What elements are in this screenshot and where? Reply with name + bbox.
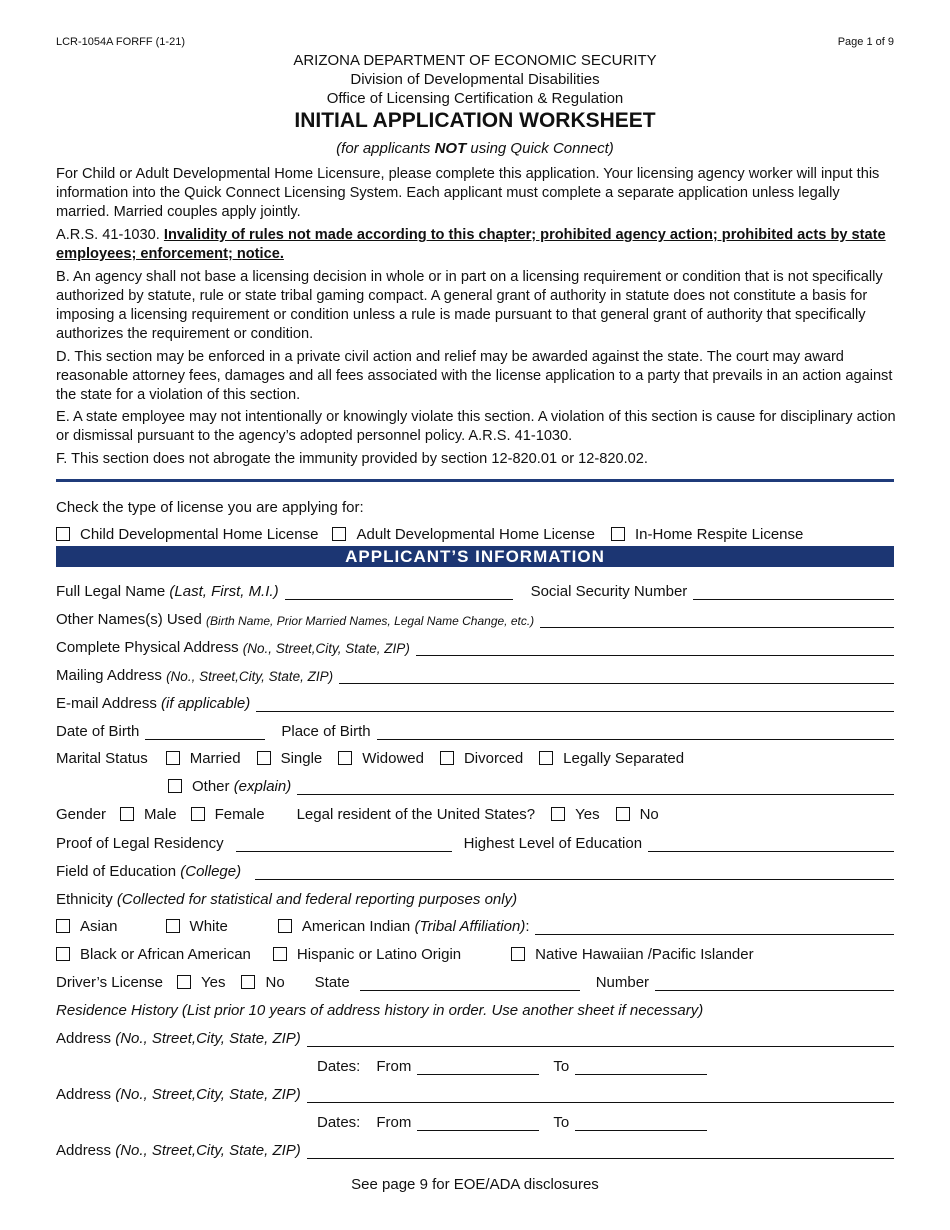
row-drivers-license: Driver’s License Yes No State Number bbox=[56, 967, 894, 991]
gender-male[interactable]: Male bbox=[120, 806, 177, 823]
row-gender: Gender Male Female Legal resident of the United States? Yes No bbox=[56, 806, 659, 823]
license-no[interactable]: No bbox=[241, 974, 284, 991]
to-2-field[interactable] bbox=[575, 1114, 707, 1131]
email-field[interactable] bbox=[256, 695, 894, 712]
checkbox[interactable] bbox=[257, 751, 271, 765]
checkbox[interactable] bbox=[551, 807, 565, 821]
ethnicity-hispanic[interactable]: Hispanic or Latino Origin bbox=[273, 946, 461, 963]
ethnicity-white[interactable]: White bbox=[166, 918, 228, 935]
resident-no[interactable]: No bbox=[616, 806, 659, 823]
resident-yes[interactable]: Yes bbox=[551, 806, 599, 823]
full-name-field[interactable] bbox=[285, 583, 513, 600]
ethnicity-hawaiian[interactable]: Native Hawaiian /Pacific Islander bbox=[511, 946, 753, 963]
checkbox[interactable] bbox=[616, 807, 630, 821]
checkbox[interactable] bbox=[191, 807, 205, 821]
row-mailing-address: Mailing Address (No., Street,City, State, ZIP) bbox=[56, 660, 894, 684]
checkbox[interactable] bbox=[338, 751, 352, 765]
row-ethnicity-1 bbox=[56, 911, 894, 935]
marital-divorced[interactable]: Divorced bbox=[440, 750, 523, 767]
to-1-field[interactable] bbox=[575, 1058, 707, 1075]
ethnicity-black[interactable]: Black or African American bbox=[56, 946, 251, 963]
marital-other[interactable]: Other (explain) bbox=[168, 778, 291, 795]
license-options bbox=[56, 519, 894, 543]
marital-separated[interactable]: Legally Separated bbox=[539, 750, 684, 767]
statute-heading: A.R.S. 41-1030. Invalidity of rules not made according to this chapter; prohibited agency action; prohibited acts by state employees; enforcement; notice. bbox=[56, 227, 886, 262]
section-divider bbox=[56, 479, 894, 482]
checkbox[interactable] bbox=[168, 779, 182, 793]
marital-single[interactable]: Single bbox=[257, 750, 323, 767]
row-address-2: Address (No., Street,City, State, ZIP) bbox=[56, 1079, 894, 1103]
page-title: INITIAL APPLICATION WORKSHEET bbox=[294, 109, 656, 132]
row-ethnicity: Ethnicity (Collected for statistical and federal reporting purposes only) bbox=[56, 891, 518, 908]
license-prompt: Check the type of license you are applying for: bbox=[56, 499, 364, 516]
pob-field[interactable] bbox=[377, 723, 894, 740]
row-email: E-mail Address (if applicable) bbox=[56, 688, 894, 712]
address-2-field[interactable] bbox=[307, 1086, 894, 1103]
mailing-address-field[interactable] bbox=[339, 667, 894, 684]
marital-married[interactable]: Married bbox=[166, 750, 241, 767]
checkbox[interactable] bbox=[539, 751, 553, 765]
field-education-field[interactable] bbox=[255, 863, 894, 880]
tribal-affiliation-field[interactable] bbox=[535, 918, 894, 935]
ethnicity-asian[interactable]: Asian bbox=[56, 918, 118, 935]
checkbox[interactable] bbox=[166, 751, 180, 765]
footer-note: See page 9 for EOE/ADA disclosures bbox=[351, 1176, 599, 1193]
row-ethnicity-2 bbox=[56, 939, 894, 963]
row-residency-education: Proof of Legal Residency Highest Level of Education bbox=[56, 828, 894, 852]
checkbox[interactable] bbox=[241, 975, 255, 989]
dob-field[interactable] bbox=[145, 723, 265, 740]
checkbox[interactable] bbox=[56, 527, 70, 541]
row-physical-address: Complete Physical Address (No., Street,City, State, ZIP) bbox=[56, 632, 894, 656]
license-option-adult[interactable]: Adult Developmental Home License bbox=[332, 526, 594, 543]
intro-paragraph: For Child or Adult Developmental Home Licensure, please complete this application. Your licensing agency worker will input this information into the Quick Connect Licensing System. Each applicant must complete a separate application unless legally married. Married couples apply jointly. bbox=[56, 166, 880, 220]
license-number-field[interactable] bbox=[655, 974, 894, 991]
license-yes[interactable]: Yes bbox=[177, 974, 225, 991]
checkbox[interactable] bbox=[611, 527, 625, 541]
physical-address-field[interactable] bbox=[416, 639, 894, 656]
ssn-field[interactable] bbox=[693, 583, 894, 600]
license-option-respite[interactable]: In-Home Respite License bbox=[611, 526, 803, 543]
form-code: LCR-1054A FORFF (1-21) bbox=[56, 36, 185, 48]
other-names-field[interactable] bbox=[540, 611, 894, 628]
row-field-education: Field of Education (College) bbox=[56, 856, 894, 880]
marital-widowed[interactable]: Widowed bbox=[338, 750, 424, 767]
office-name: Office of Licensing Certification & Regulation bbox=[326, 90, 624, 107]
row-address-1: Address (No., Street,City, State, ZIP) bbox=[56, 1023, 894, 1047]
row-full-name: Full Legal Name (Last, First, M.I.) Social Security Number bbox=[56, 576, 894, 600]
checkbox[interactable] bbox=[273, 947, 287, 961]
from-2-field[interactable] bbox=[417, 1114, 539, 1131]
checkbox[interactable] bbox=[56, 947, 70, 961]
row-marital-other bbox=[56, 771, 894, 795]
license-state-field[interactable] bbox=[360, 974, 580, 991]
statute-b: B. An agency shall not base a licensing decision in whole or in part on a licensing requirement or condition that is not specifically authorized by statute, rule or state tribal gaming compact. A general grant of authority in statute does not constitute a basis for imposing a licensing requirement or condition unless a rule is made pursuant to that general grant of authority that specifically authorizes the requirement or condition. bbox=[56, 269, 883, 342]
statute-e: E. A state employee may not intentionally or knowingly violate this section. A violation of this section is cause for disciplinary action or dismissal pursuant to the agency’s adopted personnel policy. A.R.S. 41-1030. bbox=[56, 409, 896, 444]
license-option-child[interactable]: Child Developmental Home License bbox=[56, 526, 318, 543]
checkbox[interactable] bbox=[120, 807, 134, 821]
from-1-field[interactable] bbox=[417, 1058, 539, 1075]
checkbox[interactable] bbox=[440, 751, 454, 765]
row-dates-2: Dates: From To bbox=[56, 1107, 894, 1131]
checkbox[interactable] bbox=[166, 919, 180, 933]
gender-female[interactable]: Female bbox=[191, 806, 265, 823]
residence-history-label: Residence History (List prior 10 years of address history in order. Use another sheet if necessary) bbox=[56, 1002, 704, 1019]
checkbox[interactable] bbox=[332, 527, 346, 541]
row-birth: Date of Birth Place of Birth bbox=[56, 716, 894, 740]
proof-residency-field[interactable] bbox=[236, 835, 452, 852]
agency-name: ARIZONA DEPARTMENT OF ECONOMIC SECURITY bbox=[293, 52, 657, 69]
checkbox[interactable] bbox=[56, 919, 70, 933]
statute-f: F. This section does not abrogate the immunity provided by section 12-820.01 or 12-820.02. bbox=[56, 451, 648, 467]
division-name: Division of Developmental Disabilities bbox=[350, 71, 600, 88]
section-banner: APPLICANT’S INFORMATION bbox=[56, 546, 894, 567]
address-1-field[interactable] bbox=[307, 1030, 894, 1047]
marital-other-field[interactable] bbox=[297, 778, 894, 795]
checkbox[interactable] bbox=[177, 975, 191, 989]
statute-d: D. This section may be enforced in a private civil action and relief may be awarded against the state. The court may award reasonable attorney fees, damages and all fees associated with the license application to a party that prevails in an action against the state for a violation of this section. bbox=[56, 349, 893, 403]
checkbox[interactable] bbox=[511, 947, 525, 961]
row-marital-status: Marital Status Married Single Widowed Divorced Legally Separated bbox=[56, 750, 685, 767]
page-number: Page 1 of 9 bbox=[837, 36, 894, 48]
education-field[interactable] bbox=[648, 835, 894, 852]
ethnicity-american-indian[interactable]: American Indian (Tribal Affiliation) : bbox=[278, 918, 530, 935]
checkbox[interactable] bbox=[278, 919, 292, 933]
row-dates-1: Dates: From To bbox=[56, 1051, 894, 1075]
page-subtitle: (for applicants NOT using Quick Connect) bbox=[336, 140, 614, 157]
address-3-field[interactable] bbox=[307, 1142, 894, 1159]
row-other-names: Other Names(s) Used (Birth Name, Prior Married Names, Legal Name Change, etc.) bbox=[56, 604, 894, 628]
row-address-3: Address (No., Street,City, State, ZIP) bbox=[56, 1135, 894, 1159]
